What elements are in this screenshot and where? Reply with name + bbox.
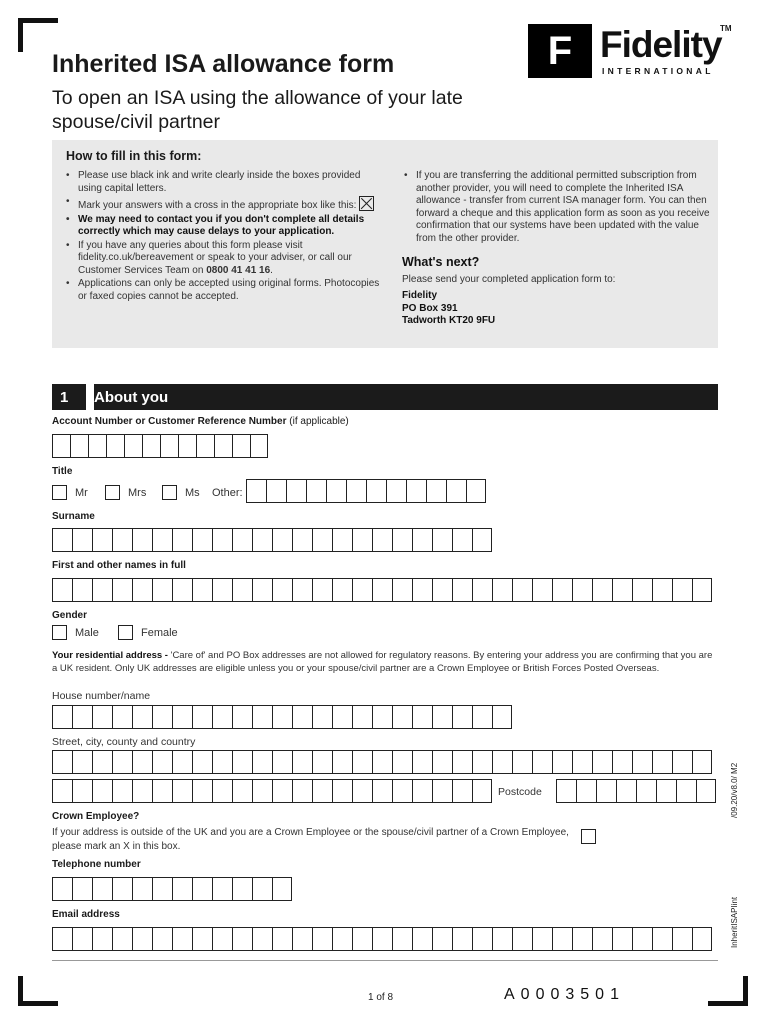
character-cell[interactable] (72, 705, 92, 729)
gender-label: Gender (52, 610, 88, 621)
character-cell[interactable] (696, 779, 716, 803)
logo-mark: F (528, 24, 592, 78)
character-cell[interactable] (212, 578, 232, 602)
character-cell[interactable] (432, 779, 452, 803)
character-cell[interactable] (312, 927, 332, 951)
character-cell[interactable] (386, 479, 406, 503)
character-cell[interactable] (676, 779, 696, 803)
character-cell[interactable] (652, 750, 672, 774)
form-reference: A0003501 (504, 986, 625, 1003)
character-cell[interactable] (232, 877, 252, 901)
character-cell[interactable] (392, 927, 412, 951)
character-cell[interactable] (212, 705, 232, 729)
character-cell[interactable] (556, 779, 576, 803)
street-input-line-1[interactable] (52, 750, 712, 774)
character-cell[interactable] (492, 578, 512, 602)
instructions-right (402, 170, 714, 328)
account-number-label: Account Number or Customer Reference Number (if applicable) (52, 416, 349, 427)
character-cell[interactable] (52, 578, 72, 602)
character-cell[interactable] (232, 750, 252, 774)
character-cell[interactable] (132, 528, 152, 552)
character-cell[interactable] (412, 750, 432, 774)
email-label: Email address (52, 909, 120, 920)
character-cell[interactable] (332, 578, 352, 602)
character-cell[interactable] (52, 434, 70, 458)
character-cell[interactable] (652, 927, 672, 951)
character-cell[interactable] (192, 528, 212, 552)
character-cell[interactable] (250, 434, 268, 458)
character-cell[interactable] (112, 877, 132, 901)
character-cell[interactable] (352, 750, 372, 774)
character-cell[interactable] (232, 705, 252, 729)
character-cell[interactable] (472, 927, 492, 951)
instruction-item: • Applications can only be accepted using original forms. Photocopies or faxed copies cannot be accepted. (64, 278, 386, 303)
footer-rule (52, 960, 718, 961)
character-cell[interactable] (132, 927, 152, 951)
character-cell[interactable] (452, 578, 472, 602)
character-cell[interactable] (432, 528, 452, 552)
character-cell[interactable] (392, 528, 412, 552)
character-cell[interactable] (152, 578, 172, 602)
character-cell[interactable] (196, 434, 214, 458)
character-cell[interactable] (312, 779, 332, 803)
page-number: 1 of 8 (368, 992, 394, 1003)
character-cell[interactable] (392, 779, 412, 803)
street-input-line-2[interactable] (52, 779, 492, 803)
instruction-item: • Please use black ink and write clearly inside the boxes provided using capital letters. (64, 170, 386, 195)
character-cell[interactable] (452, 528, 472, 552)
house-input[interactable] (52, 705, 512, 729)
character-cell[interactable] (232, 578, 252, 602)
character-cell[interactable] (392, 705, 412, 729)
character-cell[interactable] (312, 750, 332, 774)
character-cell[interactable] (272, 750, 292, 774)
section-number: 1 (60, 389, 69, 406)
character-cell[interactable] (512, 750, 532, 774)
character-cell[interactable] (672, 750, 692, 774)
section-title: About you (94, 389, 169, 406)
character-cell[interactable] (152, 927, 172, 951)
character-cell[interactable] (72, 877, 92, 901)
character-cell[interactable] (152, 705, 172, 729)
section-header-about-you (52, 384, 718, 410)
character-cell[interactable] (272, 705, 292, 729)
character-cell[interactable] (452, 705, 472, 729)
character-cell[interactable] (92, 578, 112, 602)
character-cell[interactable] (412, 578, 432, 602)
character-cell[interactable] (92, 927, 112, 951)
character-cell[interactable] (592, 927, 612, 951)
character-cell[interactable] (292, 578, 312, 602)
character-cell[interactable] (672, 927, 692, 951)
title-other-label: Other: (212, 487, 243, 499)
character-cell[interactable] (52, 927, 72, 951)
character-cell[interactable] (112, 779, 132, 803)
character-cell[interactable] (352, 927, 372, 951)
character-cell[interactable] (292, 705, 312, 729)
character-cell[interactable] (192, 927, 212, 951)
character-cell[interactable] (72, 927, 92, 951)
character-cell[interactable] (72, 578, 92, 602)
character-cell[interactable] (92, 877, 112, 901)
character-cell[interactable] (112, 750, 132, 774)
character-cell[interactable] (252, 779, 272, 803)
gender-female-label: Female (141, 627, 178, 639)
character-cell[interactable] (212, 779, 232, 803)
character-cell[interactable] (532, 750, 552, 774)
character-cell[interactable] (472, 779, 492, 803)
character-cell[interactable] (72, 750, 92, 774)
character-cell[interactable] (52, 705, 72, 729)
character-cell[interactable] (372, 578, 392, 602)
instruction-item: • Mark your answers with a cross in the appropriate box like this: (64, 196, 386, 213)
title-mrs-checkbox[interactable] (105, 485, 120, 500)
character-cell[interactable] (112, 705, 132, 729)
character-cell[interactable] (232, 434, 250, 458)
character-cell[interactable] (612, 578, 632, 602)
whats-next-heading: What's next? (402, 255, 480, 269)
page-subtitle: To open an ISA using the allowance of your late spouse/civil partner (52, 87, 463, 133)
character-cell[interactable] (326, 479, 346, 503)
character-cell[interactable] (312, 705, 332, 729)
character-cell[interactable] (272, 927, 292, 951)
title-mr-label: Mr (75, 487, 88, 499)
character-cell[interactable] (132, 705, 152, 729)
character-cell[interactable] (292, 750, 312, 774)
character-cell[interactable] (72, 528, 92, 552)
character-cell[interactable] (272, 578, 292, 602)
character-cell[interactable] (512, 927, 532, 951)
character-cell[interactable] (426, 479, 446, 503)
character-cell[interactable] (232, 927, 252, 951)
character-cell[interactable] (592, 578, 612, 602)
corner-mark-bottom-left (18, 976, 58, 1006)
title-ms-label: Ms (185, 487, 200, 499)
customer-services-phone: 0800 41 41 16 (206, 264, 271, 276)
telephone-label: Telephone number (52, 859, 141, 870)
character-cell[interactable] (492, 705, 512, 729)
character-cell[interactable] (252, 927, 272, 951)
first-names-input[interactable] (52, 578, 712, 602)
character-cell[interactable] (192, 877, 212, 901)
character-cell[interactable] (406, 479, 426, 503)
character-cell[interactable] (172, 528, 192, 552)
character-cell[interactable] (212, 750, 232, 774)
house-label: House number/name (52, 690, 151, 702)
character-cell[interactable] (332, 705, 352, 729)
character-cell[interactable] (532, 927, 552, 951)
character-cell[interactable] (232, 779, 252, 803)
character-cell[interactable] (432, 750, 452, 774)
title-ms-checkbox[interactable] (162, 485, 177, 500)
character-cell[interactable] (466, 479, 486, 503)
instructions-left (64, 170, 386, 304)
character-cell[interactable] (172, 927, 192, 951)
character-cell[interactable] (372, 750, 392, 774)
character-cell[interactable] (432, 927, 452, 951)
corner-mark-top-left (18, 18, 58, 52)
character-cell[interactable] (112, 578, 132, 602)
character-cell[interactable] (214, 434, 232, 458)
character-cell[interactable] (192, 578, 212, 602)
character-cell[interactable] (92, 750, 112, 774)
character-cell[interactable] (332, 528, 352, 552)
logo-trademark: TM (720, 24, 732, 33)
character-cell[interactable] (52, 877, 72, 901)
character-cell[interactable] (132, 877, 152, 901)
character-cell[interactable] (492, 927, 512, 951)
character-cell[interactable] (346, 479, 366, 503)
instruction-item: • If you are transferring the additional permitted subscription from another provider, you will need to complete the Inherited ISA allowance - transfer from current ISA manager form. You can then forward a cheque and this application form as soon as you receive confirmation that our systems have been updated with the value from the other provider. (402, 170, 714, 245)
character-cell[interactable] (272, 528, 292, 552)
character-cell[interactable] (612, 750, 632, 774)
character-cell[interactable] (312, 578, 332, 602)
character-cell[interactable] (552, 750, 572, 774)
postcode-input[interactable] (556, 779, 716, 803)
character-cell[interactable] (88, 434, 106, 458)
character-cell[interactable] (572, 578, 592, 602)
character-cell[interactable] (352, 528, 372, 552)
character-cell[interactable] (412, 705, 432, 729)
character-cell[interactable] (152, 877, 172, 901)
instructions-heading: How to fill in this form: (66, 149, 202, 163)
account-number-input[interactable] (52, 434, 268, 458)
form-id-code: InheritISAPIint (730, 896, 739, 948)
character-cell[interactable] (112, 927, 132, 951)
street-label: Street, city, county and country (52, 736, 196, 748)
character-cell[interactable] (372, 927, 392, 951)
character-cell[interactable] (512, 578, 532, 602)
send-to-text: Please send your completed application form to: (402, 274, 616, 285)
character-cell[interactable] (366, 479, 386, 503)
character-cell[interactable] (252, 877, 272, 901)
crown-employee-label: Crown Employee? (52, 811, 140, 822)
character-cell[interactable] (452, 927, 472, 951)
character-cell[interactable] (272, 779, 292, 803)
character-cell[interactable] (172, 750, 192, 774)
postcode-label: Postcode (498, 786, 542, 798)
character-cell[interactable] (532, 578, 552, 602)
character-cell[interactable] (272, 877, 292, 901)
character-cell[interactable] (72, 779, 92, 803)
crown-employee-text: If your address is outside of the UK and you are a Crown Employee or the spouse/civil partner of a Crown Employee, please mark an X in this box. (52, 827, 569, 852)
character-cell[interactable] (92, 528, 112, 552)
title-mr-checkbox[interactable] (52, 485, 67, 500)
character-cell[interactable] (672, 578, 692, 602)
instruction-item: • We may need to contact you if you don't complete all details correctly which may cause delays to your application. (64, 214, 386, 239)
character-cell[interactable] (232, 528, 252, 552)
character-cell[interactable] (432, 705, 452, 729)
character-cell[interactable] (352, 705, 372, 729)
character-cell[interactable] (172, 877, 192, 901)
logo-name: Fidelity (600, 24, 722, 65)
character-cell[interactable] (572, 750, 592, 774)
character-cell[interactable] (552, 578, 572, 602)
character-cell[interactable] (692, 927, 712, 951)
character-cell[interactable] (692, 578, 712, 602)
character-cell[interactable] (152, 779, 172, 803)
gender-male-label: Male (75, 627, 99, 639)
character-cell[interactable] (632, 927, 652, 951)
character-cell[interactable] (592, 750, 612, 774)
character-cell[interactable] (70, 434, 88, 458)
character-cell[interactable] (172, 779, 192, 803)
character-cell[interactable] (372, 705, 392, 729)
character-cell[interactable] (552, 927, 572, 951)
character-cell[interactable] (306, 479, 326, 503)
character-cell[interactable] (246, 479, 266, 503)
section-divider (86, 384, 94, 410)
crown-employee-checkbox[interactable] (581, 829, 596, 844)
character-cell[interactable] (392, 578, 412, 602)
character-cell[interactable] (252, 705, 272, 729)
page-title: Inherited ISA allowance form (52, 50, 395, 78)
character-cell[interactable] (616, 779, 636, 803)
character-cell[interactable] (452, 779, 472, 803)
character-cell[interactable] (656, 779, 676, 803)
character-cell[interactable] (412, 927, 432, 951)
character-cell[interactable] (472, 528, 492, 552)
character-cell[interactable] (432, 578, 452, 602)
character-cell[interactable] (172, 578, 192, 602)
character-cell[interactable] (192, 779, 212, 803)
corner-mark-bottom-right (708, 976, 748, 1006)
character-cell[interactable] (352, 578, 372, 602)
character-cell[interactable] (192, 750, 212, 774)
character-cell[interactable] (372, 779, 392, 803)
character-cell[interactable] (372, 528, 392, 552)
first-names-label: First and other names in full (52, 560, 186, 571)
character-cell[interactable] (612, 927, 632, 951)
instruction-item: • If you have any queries about this form please visit fidelity.co.uk/bereavement or speak to your adviser, or call our Customer Services Team on 0800 41 41 16. (64, 240, 386, 278)
character-cell[interactable] (332, 779, 352, 803)
character-cell[interactable] (52, 779, 72, 803)
character-cell[interactable] (286, 479, 306, 503)
title-mrs-label: Mrs (128, 487, 147, 499)
character-cell[interactable] (596, 779, 616, 803)
character-cell[interactable] (212, 877, 232, 901)
character-cell[interactable] (292, 528, 312, 552)
surname-input[interactable] (52, 528, 492, 552)
character-cell[interactable] (212, 927, 232, 951)
character-cell[interactable] (132, 779, 152, 803)
surname-label: Surname (52, 511, 95, 522)
character-cell[interactable] (412, 779, 432, 803)
character-cell[interactable] (572, 927, 592, 951)
character-cell[interactable] (352, 779, 372, 803)
character-cell[interactable] (332, 750, 352, 774)
character-cell[interactable] (576, 779, 596, 803)
character-cell[interactable] (252, 578, 272, 602)
character-cell[interactable] (112, 528, 132, 552)
character-cell[interactable] (192, 705, 212, 729)
character-cell[interactable] (492, 750, 512, 774)
character-cell[interactable] (92, 779, 112, 803)
character-cell[interactable] (92, 705, 112, 729)
character-cell[interactable] (160, 434, 178, 458)
character-cell[interactable] (636, 779, 656, 803)
character-cell[interactable] (472, 750, 492, 774)
fidelity-logo (528, 24, 730, 78)
character-cell[interactable] (652, 578, 672, 602)
postal-address: Fidelity PO Box 391 Tadworth KT20 9FU (402, 290, 496, 326)
residential-address-note: Your residential address - 'Care of' and PO Box addresses are not allowed for regulatory reasons. By entering your address you are confirming that you are a UK resident. Only UK addresses are eligible unless you or your spouse/civil partner are a Crown Employee or British Forces Posted Overseas. (52, 650, 713, 674)
character-cell[interactable] (446, 479, 466, 503)
character-cell[interactable] (632, 750, 652, 774)
character-cell[interactable] (124, 434, 142, 458)
character-cell[interactable] (142, 434, 160, 458)
telephone-input[interactable] (52, 877, 292, 901)
title-label: Title (52, 466, 73, 477)
example-cross-box (359, 196, 374, 211)
character-cell[interactable] (332, 927, 352, 951)
gender-female-checkbox[interactable] (118, 625, 133, 640)
character-cell[interactable] (266, 479, 286, 503)
title-other-input[interactable] (246, 479, 486, 503)
character-cell[interactable] (152, 528, 172, 552)
character-cell[interactable] (692, 750, 712, 774)
character-cell[interactable] (132, 578, 152, 602)
form-version-code: /09.20/v8.0/ M2 (730, 762, 739, 818)
email-input[interactable] (52, 927, 712, 951)
character-cell[interactable] (52, 750, 72, 774)
character-cell[interactable] (132, 750, 152, 774)
gender-male-checkbox[interactable] (52, 625, 67, 640)
character-cell[interactable] (292, 779, 312, 803)
character-cell[interactable] (178, 434, 196, 458)
character-cell[interactable] (106, 434, 124, 458)
character-cell[interactable] (472, 705, 492, 729)
character-cell[interactable] (412, 528, 432, 552)
logo-sub: INTERNATIONAL (602, 66, 714, 76)
character-cell[interactable] (252, 528, 272, 552)
character-cell[interactable] (252, 750, 272, 774)
character-cell[interactable] (292, 927, 312, 951)
character-cell[interactable] (632, 578, 652, 602)
character-cell[interactable] (312, 528, 332, 552)
character-cell[interactable] (392, 750, 412, 774)
character-cell[interactable] (52, 528, 72, 552)
character-cell[interactable] (212, 528, 232, 552)
instructions-panel (52, 140, 718, 348)
character-cell[interactable] (152, 750, 172, 774)
character-cell[interactable] (172, 705, 192, 729)
character-cell[interactable] (472, 578, 492, 602)
character-cell[interactable] (452, 750, 472, 774)
